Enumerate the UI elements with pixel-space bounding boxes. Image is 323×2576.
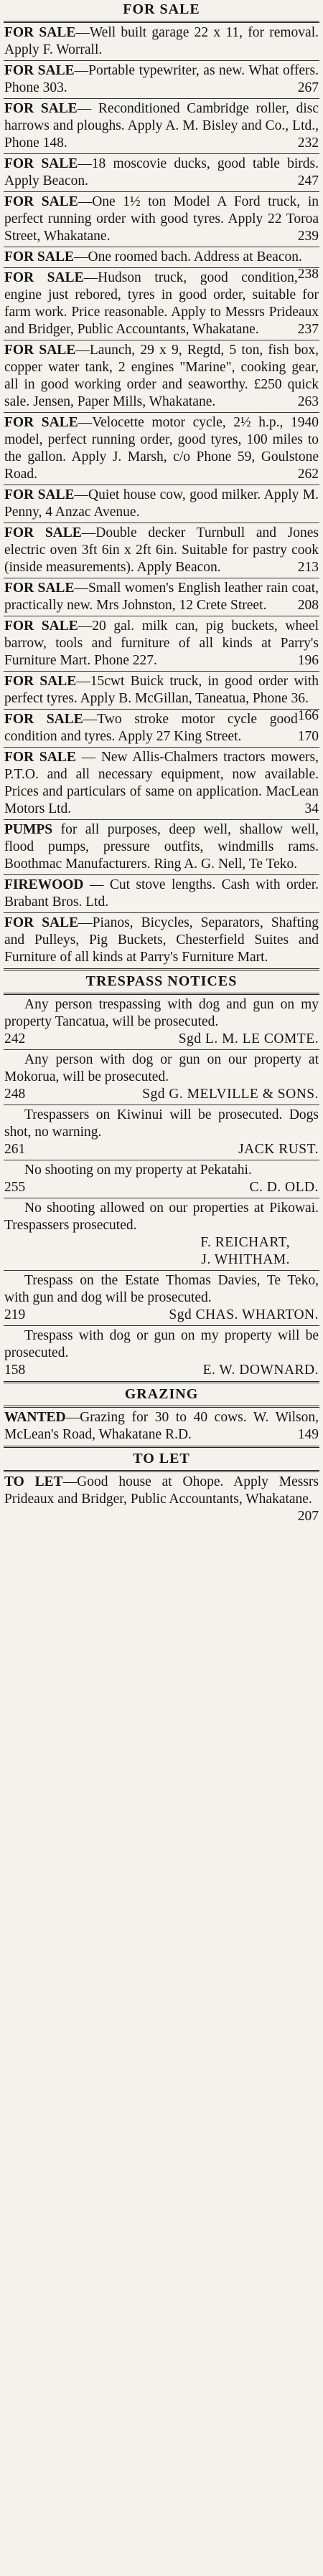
notice-signature-row <box>4 1307 319 1324</box>
ad-ref-number: 239 <box>297 229 319 244</box>
ad-text: —15cwt Buick truck, in good order with perfect tyres. Apply B. McGillan, Taneatua, Phone 36. <box>4 674 319 706</box>
notice-signature: Sgd G. MELVILLE & SONS. <box>142 1087 319 1102</box>
ad-text: —Two stroke motor cycle good condition and tyres. Apply 27 King Street. <box>4 712 298 744</box>
notice-divider <box>4 1270 319 1271</box>
ad-ref-number: 207 <box>297 1509 319 1524</box>
trespass-notice <box>4 1200 319 1269</box>
classified-ad <box>4 1474 319 1524</box>
notice-signature-row <box>4 1362 319 1379</box>
double-rule <box>4 21 319 23</box>
double-rule <box>4 1381 319 1383</box>
trespass-notice <box>4 1051 319 1103</box>
trespass-notice <box>4 996 319 1048</box>
section-heading-grazing: GRAZING <box>124 1386 199 1402</box>
ad-lead: FOR SALE <box>4 619 78 634</box>
ad-ref-number: 238 <box>297 267 319 282</box>
classified-ad <box>4 62 319 97</box>
ad-ref-number: 149 <box>297 1427 319 1442</box>
ad-divider <box>4 819 319 820</box>
ad-text: —Launch, 29 x 9, Regtd, 5 ton, fish box, copper water tank, 2 engines "Marine", cooking gear, all in good working order and seaworthy. £250 quick sale. Jensen, Paper Mills, Whakatane. <box>4 343 319 409</box>
classified-ad <box>4 269 319 338</box>
notice-ref-number: 219 <box>4 1307 26 1322</box>
ad-divider <box>4 412 319 413</box>
ad-lead: FOR SALE <box>4 525 82 540</box>
ad-text: —Well built garage 22 x 11, for removal. Apply F. Worrall. <box>4 25 319 57</box>
notice-text: Any person trespassing with dog and gun on my property Tancatua, will be prosecuted. <box>4 997 319 1029</box>
notice-text: Any person with dog or gun on our property at Mokorua, will be prosecuted. <box>4 1052 319 1084</box>
ad-divider <box>4 98 319 99</box>
classified-ad <box>4 342 319 411</box>
ad-lead: FOR SALE <box>4 915 79 930</box>
trespass-notice <box>4 1327 319 1379</box>
section-heading-to-let: TO LET <box>133 1451 190 1466</box>
notice-ref-number: 255 <box>4 1180 26 1195</box>
classified-ad <box>4 100 319 152</box>
ad-ref-number: 263 <box>297 394 319 409</box>
ad-divider <box>4 191 319 192</box>
classified-ad <box>4 1409 319 1444</box>
notice-ref-number: 261 <box>4 1142 26 1157</box>
ad-lead: FOR SALE <box>4 750 76 765</box>
classified-ad <box>4 525 319 576</box>
notice-signature: Sgd CHAS. WHARTON. <box>169 1307 319 1322</box>
ad-divider <box>4 747 319 748</box>
double-rule <box>4 1470 319 1472</box>
ad-text: — New Allis-Chalmers tractors mowers, P.T.O. and all necessary equipment, now available. Prices and particulars of same on application. MacLean Motors Ltd. <box>4 750 319 816</box>
ad-lead: FOR SALE <box>4 343 76 358</box>
classified-ad <box>4 749 319 818</box>
notice-text: Trespassers on Kiwinui will be prosecuted. Dogs shot, no warning. <box>4 1107 319 1140</box>
notice-ref-number: 248 <box>4 1087 26 1102</box>
trespass-notice <box>4 1107 319 1158</box>
ad-lead: TO LET <box>4 1474 63 1489</box>
classified-ad <box>4 249 319 282</box>
trespass-notice <box>4 1272 319 1324</box>
trespass-list <box>4 996 319 1379</box>
notice-text: No shooting on my property at Pekatahi. <box>24 1163 252 1178</box>
ad-text: —Double decker Turnbull and Jones electric oven 3ft 6in x 2ft 6in. Suitable for pastry cook (inside measurements). Apply Beacon. <box>4 525 319 575</box>
ad-lead: FOR SALE <box>4 25 76 40</box>
ad-lead: FIREWOOD <box>4 877 84 892</box>
ad-ref-number: 170 <box>297 729 319 744</box>
ad-divider <box>4 671 319 672</box>
ad-ref-number: 196 <box>297 653 319 668</box>
classified-ad <box>4 24 319 59</box>
ad-text: —Quiet house cow, good milker. Apply M. Penny, 4 Anzac Avenue. <box>4 487 319 520</box>
classified-ad <box>4 821 319 873</box>
notice-signature-row <box>4 1179 319 1196</box>
notice-ref-number: 242 <box>4 1031 26 1046</box>
ad-divider <box>4 912 319 913</box>
ad-text: — Cut stove lengths. Cash with order. Brabant Bros. Ltd. <box>4 877 319 910</box>
notice-signature: C. D. OLD. <box>249 1180 319 1195</box>
ad-text: —Grazing for 30 to 40 cows. W. Wilson, McLean's Road, Whakatane R.D. <box>4 1410 319 1442</box>
ad-divider <box>4 60 319 61</box>
ad-divider <box>4 267 319 268</box>
ad-ref-number: 208 <box>297 598 319 613</box>
for-sale-list <box>4 24 319 966</box>
double-rule <box>4 993 319 995</box>
notice-signature: E. W. DOWNARD. <box>202 1363 319 1378</box>
notice-ref-number: 158 <box>4 1363 26 1378</box>
ad-text: —Portable typewriter, as new. What offers. Phone 303. <box>4 63 319 95</box>
section-heading-trespass: TRESPASS NOTICES <box>85 973 238 989</box>
notice-divider <box>4 1049 319 1050</box>
notice-signature: JACK RUST. <box>238 1142 319 1157</box>
ad-ref-number: 267 <box>297 80 319 95</box>
ad-lead: FOR SALE <box>4 194 78 209</box>
ad-lead: FOR SALE <box>4 101 78 116</box>
notice-signature: J. WHITHAM. <box>201 1252 290 1267</box>
ad-divider <box>4 709 319 710</box>
ad-text: —Pianos, Bicycles, Separators, Shafting and Pulleys, Pig Buckets, Chesterfield Suites and Furniture of all kinds at Parry's Furniture Mart. <box>4 915 319 965</box>
classified-ad <box>4 711 319 745</box>
to-let-list <box>4 1474 319 1524</box>
notice-signature-row <box>4 1141 319 1158</box>
ad-lead: FOR SALE <box>4 156 78 171</box>
notice-text: Trespass on the Estate Thomas Davies, Te Teko, with gun and dog will be prosecuted. <box>4 1273 319 1305</box>
ad-lead: FOR SALE <box>4 270 84 285</box>
classified-ad <box>4 194 319 245</box>
double-rule <box>4 1446 319 1448</box>
ad-text: —Small women's English leather rain coat, practically new. Mrs Johnston, 12 Crete Street. <box>4 581 319 613</box>
classified-ad <box>4 487 319 521</box>
ad-text: for all purposes, deep well, shallow well, flood pumps, pressure outfits, windmills rams. Boothmac Manufacturers. Ring A. G. Nell, Te Teko. <box>4 822 319 872</box>
notice-signature-row <box>4 1086 319 1103</box>
ad-lead: WANTED <box>4 1410 66 1425</box>
notice-signature: Sgd L. M. LE COMTE. <box>178 1031 319 1046</box>
notice-text: Trespass with dog or gun on my property will be prosecuted. <box>4 1328 319 1360</box>
ad-text: —18 moscovie ducks, good table birds. Apply Beacon. <box>4 156 319 189</box>
ad-ref-number: 34 <box>304 801 319 816</box>
grazing-list <box>4 1409 319 1444</box>
ad-text: —Good house at Ohope. Apply Messrs Prideaux and Bridger, Public Accountants, Whakatane. <box>4 1474 319 1507</box>
ad-divider <box>4 874 319 875</box>
ad-ref-number: 247 <box>297 173 319 189</box>
section-heading-for-sale: FOR SALE <box>123 1 200 17</box>
double-rule <box>4 1406 319 1408</box>
classified-ad <box>4 156 319 190</box>
ad-lead: FOR SALE <box>4 249 74 264</box>
ad-lead: FOR SALE <box>4 487 75 502</box>
classified-ad <box>4 414 319 483</box>
ad-lead: FOR SALE <box>4 63 75 78</box>
ad-lead: FOR SALE <box>4 712 83 727</box>
notice-signature: F. REICHART, <box>200 1235 290 1250</box>
ad-lead: FOR SALE <box>4 415 78 430</box>
ad-ref-number: 232 <box>297 135 319 151</box>
notice-divider <box>4 1325 319 1326</box>
notice-signature-row <box>4 1031 319 1048</box>
ad-text: —One roomed bach. Address at Beacon. <box>73 249 302 264</box>
ad-text: —Hudson truck, good condition, engine just rebored, tyres in good order, suitable for farm work. Price reasonable. Apply to Messrs Prideaux and Bridger, Public Accountants, Whakatane. <box>4 270 319 337</box>
ad-ref-number: 237 <box>297 322 319 337</box>
double-rule <box>4 968 319 970</box>
ad-divider <box>4 153 319 154</box>
notice-text: No shooting allowed on our properties at Pikowai. Trespassers prosecuted. <box>4 1201 319 1233</box>
classified-ad <box>4 877 319 911</box>
trespass-notice <box>4 1162 319 1196</box>
ad-lead: PUMPS <box>4 822 53 837</box>
classified-ad <box>4 673 319 723</box>
ad-ref-number: 166 <box>297 708 319 723</box>
ad-text: —Velocette motor cycle, 2½ h.p., 1940 model, perfect running order, good tyres, 100 miles to the gallon. Apply J. Marsh, c/o Phone 59, Goulstone Road. <box>4 415 319 482</box>
ad-text: —One 1½ ton Model A Ford truck, in perfect running order with good tyres. Apply 22 Toroa Street, Whakatane. <box>4 194 319 244</box>
ad-lead: FOR SALE <box>4 674 77 689</box>
classified-ad <box>4 915 319 966</box>
ad-lead: FOR SALE <box>4 581 75 596</box>
classified-ad <box>4 618 319 669</box>
classified-ad <box>4 580 319 614</box>
ad-text: —20 gal. milk can, pig buckets, wheel barrow, tools and furniture of all kinds at Parry's Furniture Mart. Phone 227. <box>4 619 319 668</box>
ad-ref-number: 262 <box>297 467 319 482</box>
ad-ref-number: 213 <box>297 560 319 575</box>
ad-text: — Reconditioned Cambridge roller, disc harrows and ploughs. Apply A. M. Bisley and Co., Ltd., Phone 148. <box>4 101 319 151</box>
